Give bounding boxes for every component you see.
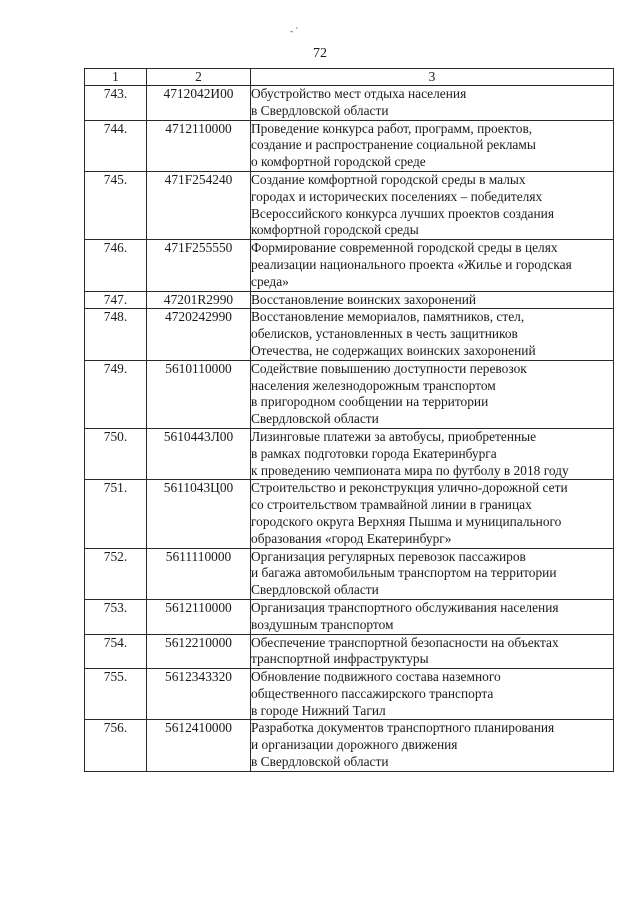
expense-name-cell <box>251 360 614 428</box>
expense-name-cell <box>251 599 614 634</box>
table-row <box>85 240 614 291</box>
budget-code-cell: 5612210000 <box>147 634 251 669</box>
expense-name-line: Содействие повышению доступности перевозок <box>251 360 527 376</box>
table-row <box>85 634 614 669</box>
budget-code-cell: 471F255550 <box>147 240 251 291</box>
expense-name-cell <box>251 669 614 720</box>
budget-code-cell: 5610443Л00 <box>147 428 251 479</box>
expense-name-line: Всероссийского конкурса лучших проектов создания <box>251 205 554 221</box>
expense-name-cell <box>251 720 614 771</box>
expense-name-line: к проведению чемпионата мира по футболу в 2018 году <box>251 462 569 478</box>
table-body <box>85 86 614 772</box>
budget-code-table <box>84 68 614 772</box>
expense-name-line: со строительством трамвайной линии в границах <box>251 497 532 513</box>
expense-name-line: городах и исторических поселениях – победителях <box>251 188 543 204</box>
row-number-cell: 756. <box>85 720 147 771</box>
row-number-cell: 747. <box>85 291 147 309</box>
expense-name-line: общественного пассажирского транспорта <box>251 685 494 701</box>
expense-name-line: обелисков, установленных в честь защитников <box>251 326 518 342</box>
expense-name-line: Формирование современной городской среды в целях <box>251 240 558 256</box>
expense-name-line: Организация регулярных перевозок пассажиров <box>251 548 526 564</box>
expense-name-line: и организации дорожного движения <box>251 737 458 753</box>
column-header-number: 1 <box>85 69 147 86</box>
expense-name-line: и багажа автомобильным транспортом на территории <box>251 565 557 581</box>
table-row <box>85 360 614 428</box>
budget-code-cell: 5612110000 <box>147 599 251 634</box>
expense-name-line: в городе Нижний Тагил <box>251 702 386 718</box>
expense-name-line: Организация транспортного обслуживания населения <box>251 599 559 615</box>
expense-name-line: среда» <box>251 273 289 289</box>
row-number-cell: 754. <box>85 634 147 669</box>
row-number-cell: 753. <box>85 599 147 634</box>
expense-name-cell <box>251 291 614 309</box>
table-row <box>85 480 614 548</box>
table-row <box>85 599 614 634</box>
table-row <box>85 120 614 171</box>
table-row <box>85 720 614 771</box>
expense-name-cell <box>251 428 614 479</box>
table-row <box>85 428 614 479</box>
expense-name-line: Обновление подвижного состава наземного <box>251 669 501 685</box>
row-number-cell: 750. <box>85 428 147 479</box>
expense-name-cell <box>251 240 614 291</box>
budget-code-cell: 5611043Ц00 <box>147 480 251 548</box>
table-row <box>85 86 614 121</box>
row-number-cell: 746. <box>85 240 147 291</box>
expense-name-line: Восстановление воинских захоронений <box>251 291 477 307</box>
expense-name-line: Отечества, не содержащих воинских захоронений <box>251 342 536 358</box>
budget-code-cell: 5610110000 <box>147 360 251 428</box>
expense-name-line: Обеспечение транспортной безопасности на объектах <box>251 634 559 650</box>
expense-name-line: Разработка документов транспортного планирования <box>251 720 555 736</box>
row-number-cell: 749. <box>85 360 147 428</box>
expense-name-line: о комфортной городской среде <box>251 154 426 170</box>
expense-name-line: транспортной инфраструктуры <box>251 651 429 667</box>
expense-name-line: в Свердловской области <box>251 102 389 118</box>
table-row <box>85 291 614 309</box>
row-number-cell: 752. <box>85 548 147 599</box>
expense-name-line: Свердловской области <box>251 411 379 427</box>
column-header-code: 2 <box>147 69 251 86</box>
row-number-cell: 755. <box>85 669 147 720</box>
budget-code-cell: 5612410000 <box>147 720 251 771</box>
expense-name-cell <box>251 480 614 548</box>
expense-name-line: населения железнодорожным транспортом <box>251 377 496 393</box>
expense-name-cell <box>251 548 614 599</box>
page-number: 72 <box>313 46 327 61</box>
table-header-row <box>85 69 614 86</box>
expense-name-line: комфортной городской среды <box>251 222 419 238</box>
column-header-name: 3 <box>251 69 614 86</box>
row-number-cell: 745. <box>85 171 147 239</box>
row-number-cell: 744. <box>85 120 147 171</box>
table-row <box>85 171 614 239</box>
row-number-cell: 751. <box>85 480 147 548</box>
scan-artifact-mark: - ` <box>290 26 299 36</box>
row-number-cell: 748. <box>85 309 147 360</box>
expense-name-cell <box>251 86 614 121</box>
budget-code-cell: 4712110000 <box>147 120 251 171</box>
expense-name-line: Проведение конкурса работ, программ, проектов, <box>251 120 533 136</box>
expense-name-cell <box>251 171 614 239</box>
table-row <box>85 548 614 599</box>
table-row <box>85 309 614 360</box>
expense-name-line: Обустройство мест отдыха населения <box>251 86 467 101</box>
expense-name-line: городского округа Верхняя Пышма и муниципального <box>251 513 562 529</box>
expense-name-line: Лизинговые платежи за автобусы, приобретенные <box>251 428 537 444</box>
expense-name-line: образования «город Екатеринбург» <box>251 530 452 546</box>
expense-name-cell <box>251 120 614 171</box>
expense-name-line: в Свердловской области <box>251 754 389 770</box>
budget-code-cell: 47201R2990 <box>147 291 251 309</box>
expense-name-line: создание и распространение социальной рекламы <box>251 137 536 153</box>
budget-code-cell: 4720242990 <box>147 309 251 360</box>
expense-name-line: в пригородном сообщении на территории <box>251 394 489 410</box>
expense-name-line: Свердловской области <box>251 582 379 598</box>
budget-code-cell: 4712042И00 <box>147 86 251 121</box>
budget-code-cell: 5611110000 <box>147 548 251 599</box>
expense-name-cell <box>251 634 614 669</box>
expense-name-line: воздушным транспортом <box>251 616 394 632</box>
expense-name-line: Создание комфортной городской среды в малых <box>251 171 526 187</box>
row-number-cell: 743. <box>85 86 147 121</box>
expense-name-line: реализации национального проекта «Жилье и городская <box>251 256 572 272</box>
expense-name-line: Строительство и реконструкция улично-дорожной сети <box>251 480 568 496</box>
budget-code-cell: 471F254240 <box>147 171 251 239</box>
expense-name-line: Восстановление мемориалов, памятников, стел, <box>251 309 525 325</box>
table-row <box>85 669 614 720</box>
budget-code-cell: 5612343320 <box>147 669 251 720</box>
expense-name-line: в рамках подготовки города Екатеринбурга <box>251 445 497 461</box>
expense-name-cell <box>251 309 614 360</box>
